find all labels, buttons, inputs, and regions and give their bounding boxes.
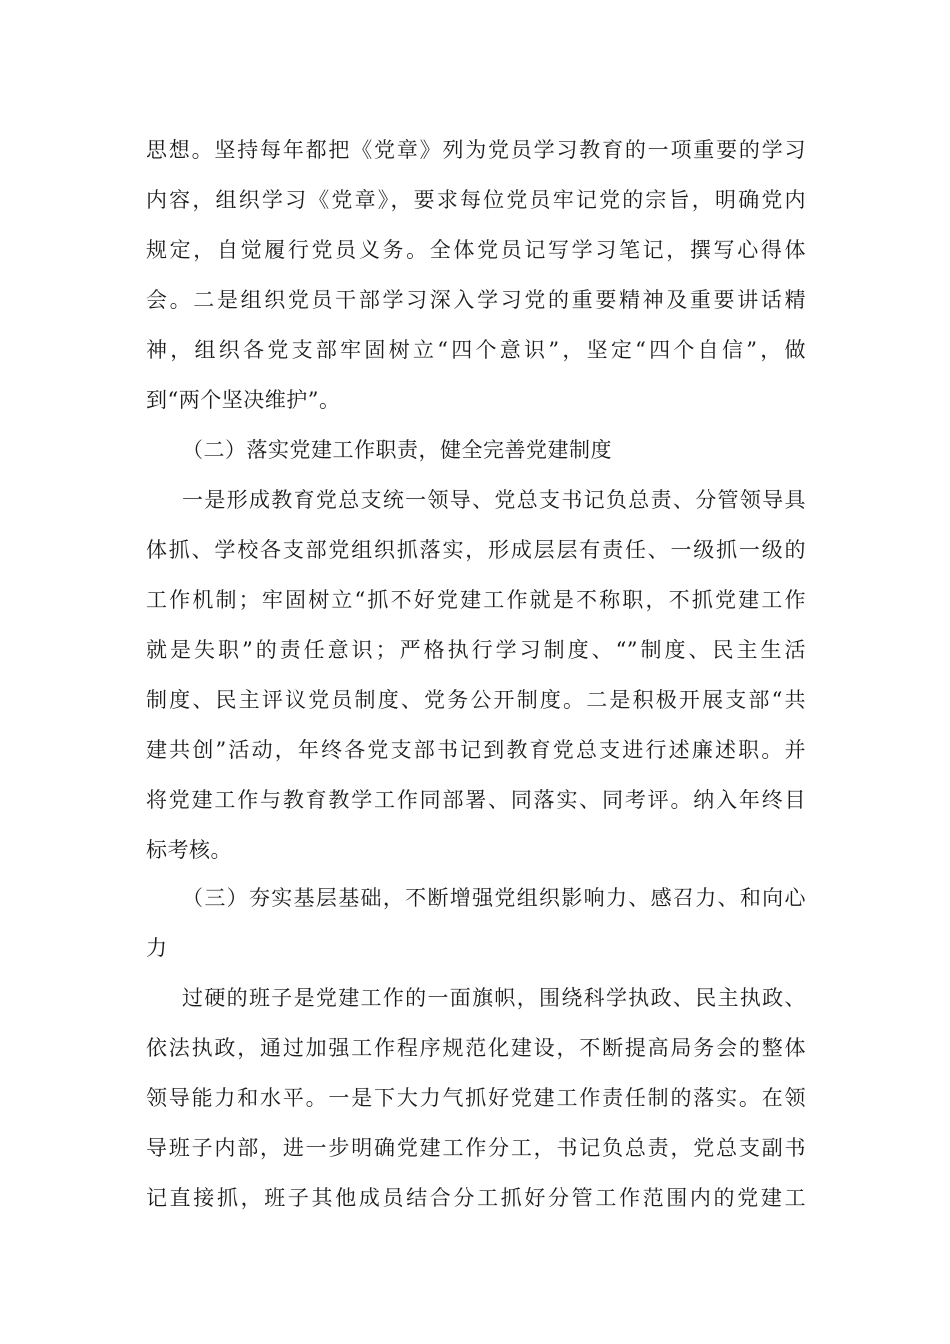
text-line: 领导能力和水平。一是下大力气抓好党建工作责任制的落实。在领 [146, 1086, 806, 1110]
text-line: 记直接抓，班子其他成员结合分工抓好分管工作范围内的党建工 [146, 1186, 806, 1210]
text-line: 依法执政，通过加强工作程序规范化建设，不断提高局务会的整体 [146, 1036, 806, 1060]
text-line: 标考核。 [146, 838, 232, 862]
text-line: 内容，组织学习《党章》，要求每位党员牢记党的宗旨，明确党内 [146, 188, 806, 212]
section-heading: （二）落实党建工作职责，健全完善党建制度 [182, 438, 612, 462]
text-line: 制度、民主评议党员制度、党务公开制度。二是积极开展支部“共 [146, 688, 806, 712]
text-line: 过硬的班子是党建工作的一面旗帜，围绕科学执政、民主执政、 [182, 986, 806, 1010]
section-heading-continued: 力 [146, 936, 168, 960]
text-line: 一是形成教育党总支统一领导、党总支书记负总责、分管领导具 [182, 488, 806, 512]
text-line: 建共创”活动，年终各党支部书记到教育党总支进行述廉述职。并 [146, 738, 806, 762]
text-line: 导班子内部，进一步明确党建工作分工，书记负总责，党总支副书 [146, 1136, 806, 1160]
text-line: 就是失职”的责任意识；严格执行学习制度、“”制度、民主生活 [146, 638, 806, 662]
text-line: 将党建工作与教育教学工作同部署、同落实、同考评。纳入年终目 [146, 788, 806, 812]
text-line: 会。二是组织党员干部学习深入学习党的重要精神及重要讲话精 [146, 288, 806, 312]
text-line: 体抓、学校各支部党组织抓落实，形成层层有责任、一级抓一级的 [146, 538, 806, 562]
section-heading: （三）夯实基层基础，不断增强党组织影响力、感召力、和向心 [182, 886, 806, 910]
text-line: 思想。坚持每年都把《党章》列为党员学习教育的一项重要的学习 [146, 138, 806, 162]
text-line: 工作机制；牢固树立“抓不好党建工作就是不称职，不抓党建工作 [146, 588, 806, 612]
text-line: 规定，自觉履行党员义务。全体党员记写学习笔记，撰写心得体 [146, 238, 806, 262]
text-line: 到“两个坚决维护”。 [146, 388, 341, 412]
text-line: 神，组织各党支部牢固树立“四个意识”，坚定“四个自信”，做 [146, 338, 806, 362]
